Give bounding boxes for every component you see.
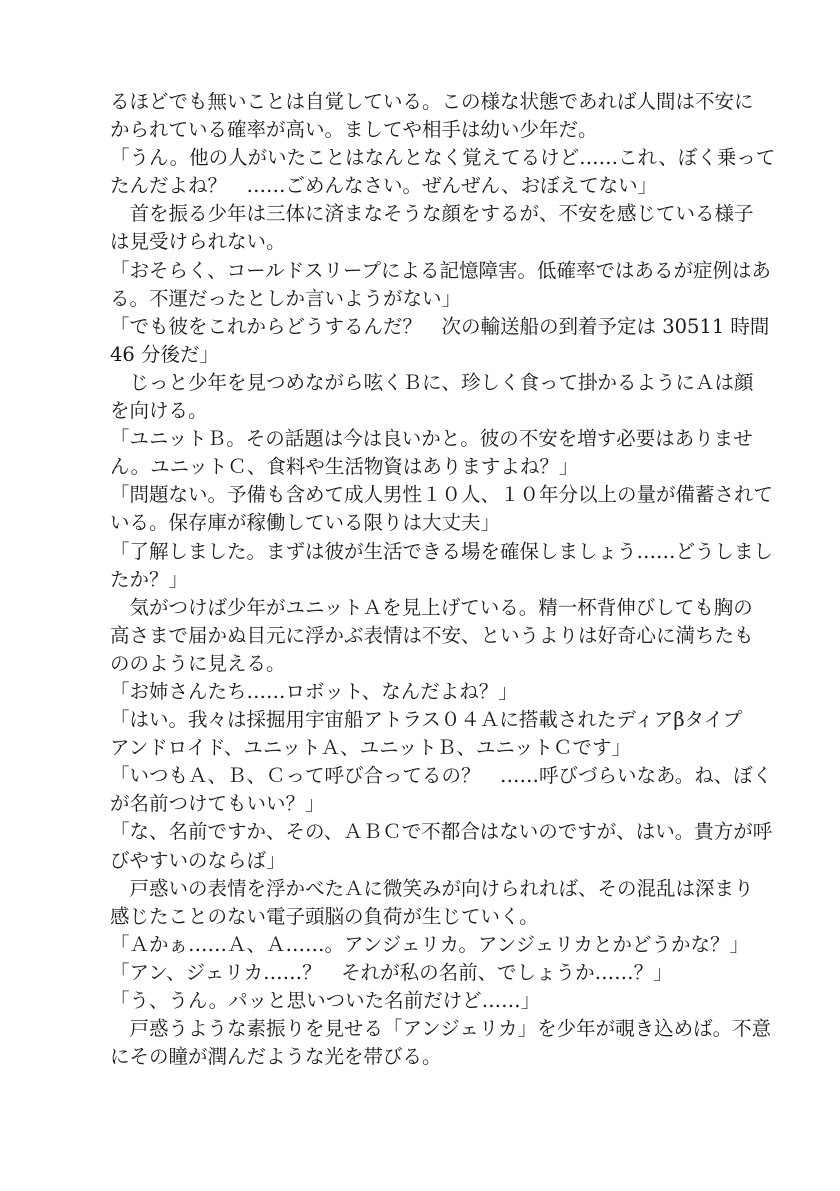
text-line: 首を振る少年は三体に済まなそうな顔をするが、不安を感じている様子 (110, 202, 754, 226)
text-line: 感じたことのない電子頭脳の負荷が生じていく。 (110, 904, 539, 928)
text-line: 「はい。我々は採掘用宇宙船アトラス０４Ａに搭載されたディアβタイプ (110, 708, 743, 732)
text-line: 46 分後だ」 (110, 342, 220, 366)
text-line: 「お姉さんたち……ロボット、なんだよね？」 (110, 679, 518, 703)
text-line: 「アン、ジェリカ……？ それが私の名前、でしょうか……？」 (110, 960, 673, 984)
text-line: 気がつけば少年がユニットＡを見上げている。精一杯背伸びしても胸の (110, 595, 753, 619)
text-line: じっと少年を見つめながら呟くＢに、珍しく食って掛かるようにＡは顔 (110, 370, 754, 394)
text-line: 「おそらく、コールドスリープによる記憶障害。低確率ではあるが症例はあ (110, 258, 772, 282)
text-line: 「ユニットＢ。その話題は今は良いかと。彼の不安を増す必要はありませ (110, 427, 753, 451)
text-line: にその瞳が潤んだような光を帯びる。 (110, 1045, 442, 1069)
text-line: ん。ユニットＣ、食料や生活物資はありますよね？」 (110, 455, 579, 479)
text-line: が名前つけてもいい？」 (110, 792, 325, 816)
text-line: 戸惑うような素振りを見せる「アンジェリカ」を少年が覗き込めば。不意 (110, 1017, 772, 1041)
text-line: 「いつもＡ、Ｂ、Ｃって呼び合ってるの？ ……呼びづらいなあ。ね、ぼく (110, 764, 773, 788)
text-line: アンドロイド、ユニットＡ、ユニットＢ、ユニットＣです」 (110, 736, 632, 760)
text-line: 戸惑いの表情を浮かべたＡに微笑みが向けられれば、その混乱は深まり (110, 876, 754, 900)
text-line: 「でも彼をこれからどうするんだ？ 次の輸送船の到着予定は 30511 時間 (110, 314, 770, 338)
text-line: ののように見える。 (110, 651, 286, 675)
text-line: 「うん。他の人がいたことはなんとなく覚えてるけど……これ、ぼく乗って (110, 146, 776, 170)
text-line: 「問題ない。予備も含めて成人男性１０人、１０年分以上の量が備蓄されて (110, 483, 774, 507)
text-line: る。不運だったとしか言いようがない」 (110, 286, 462, 310)
text-line: を向ける。 (110, 399, 208, 423)
text-line: たか？」 (110, 567, 189, 591)
text-line: 「了解しました。まずは彼が生活できる場を確保しましょう……どうしまし (110, 539, 774, 563)
text-line: 「う、うん。パッと思いついた名前だけど……」 (110, 989, 541, 1012)
text-line: 高さまで届かぬ目元に浮かぶ表情は不安、というよりは好奇心に満ちたも (110, 623, 754, 647)
text-line: かられている確率が高い。ましてや相手は幼い少年だ。 (110, 118, 598, 142)
text-line: いる。保存庫が稼働している限りは大丈夫」 (110, 511, 501, 535)
document-page (110, 88, 776, 1071)
text-line: びやすいのならば」 (110, 848, 286, 872)
text-line: たんだよね？ ……ごめんなさい。ぜんぜん、おぼえてない」 (110, 174, 658, 198)
text-line: 「Ａかぁ……Ａ、Ａ……。アンジェリカ。アンジェリカとかどうかな？」 (110, 932, 750, 956)
text-line: は見受けられない。 (110, 230, 286, 254)
text-line: るほどでも無いことは自覚している。この様な状態であれば人間は不安に (110, 90, 754, 113)
text-line: 「な、名前ですか、その、ＡＢＣで不都合はないのですが、はい。貴方が呼 (110, 820, 773, 844)
